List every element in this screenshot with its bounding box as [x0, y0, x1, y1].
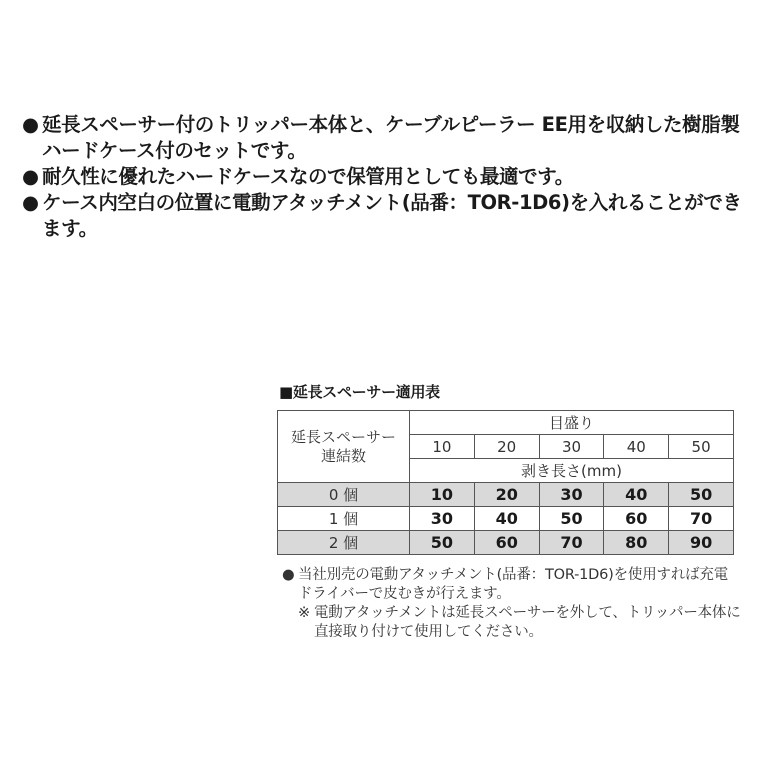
strip-length-cell: 40 — [604, 483, 669, 507]
note-reference-mark: ※ — [298, 605, 310, 621]
bullet-mark: ● — [22, 113, 39, 136]
strip-length-cell: 50 — [410, 531, 475, 555]
row-header-cell — [278, 411, 410, 483]
note-sub-text: 電動アタッチメントは延長スペーサーを外して、トリッパー本体に直接取り付けて使用してください。 — [314, 605, 741, 640]
strip-length-cell: 50 — [539, 507, 604, 531]
note-bullet-mark: ● — [282, 567, 295, 583]
strip-length-cell: 60 — [474, 531, 539, 555]
spec-table-title: ■延長スペーサー適用表 — [279, 383, 440, 401]
strip-length-cell: 80 — [604, 531, 669, 555]
strip-length-cell: 50 — [669, 483, 734, 507]
bullet-mark: ● — [22, 165, 39, 188]
scale-value: 50 — [669, 435, 734, 459]
spacer-count-label: 1 個 — [278, 507, 410, 531]
strip-length-cell: 40 — [474, 507, 539, 531]
scale-value: 40 — [604, 435, 669, 459]
feature-bullet — [22, 164, 752, 190]
spacer-count-label: 2 個 — [278, 531, 410, 555]
length-header: 剥き長さ(mm) — [410, 459, 734, 483]
table-row — [278, 507, 734, 531]
note-main-text: 当社別売の電動アタッチメント(品番：TOR-1D6)を使用すれば充電ドライバーで皮むきが行えます。 — [298, 567, 729, 602]
row-header-label: 延長スペーサー 連結数 — [290, 427, 396, 465]
spacer-spec-section — [277, 382, 737, 555]
strip-length-cell: 30 — [539, 483, 604, 507]
spacer-count-label: 0 個 — [278, 483, 410, 507]
feature-bullet — [22, 190, 752, 242]
note-sub — [298, 604, 742, 642]
strip-length-cell: 70 — [669, 507, 734, 531]
strip-length-cell: 60 — [604, 507, 669, 531]
bullet-mark: ● — [22, 191, 39, 214]
scale-value: 20 — [474, 435, 539, 459]
attachment-notes — [282, 566, 742, 642]
feature-bullet — [22, 112, 752, 164]
strip-length-cell: 70 — [539, 531, 604, 555]
strip-length-cell: 90 — [669, 531, 734, 555]
table-row — [278, 483, 734, 507]
scale-value: 30 — [539, 435, 604, 459]
strip-length-cell: 20 — [474, 483, 539, 507]
bullet-text: 耐久性に優れたハードケースなので保管用としても最適です。 — [42, 165, 574, 188]
feature-bullets — [22, 112, 752, 242]
spacer-application-table — [277, 410, 734, 555]
table-row — [278, 531, 734, 555]
note-main — [282, 566, 742, 604]
strip-length-cell: 10 — [410, 483, 475, 507]
strip-length-cell: 30 — [410, 507, 475, 531]
bullet-text: 延長スペーサー付のトリッパー本体と、ケーブルピーラー EE用を収納した樹脂製ハードケース付のセットです。 — [42, 113, 740, 162]
scale-value: 10 — [410, 435, 475, 459]
bullet-text: ケース内空白の位置に電動アタッチメント(品番：TOR-1D6)を入れることができます。 — [42, 191, 742, 240]
scale-header: 目盛り — [410, 411, 734, 435]
